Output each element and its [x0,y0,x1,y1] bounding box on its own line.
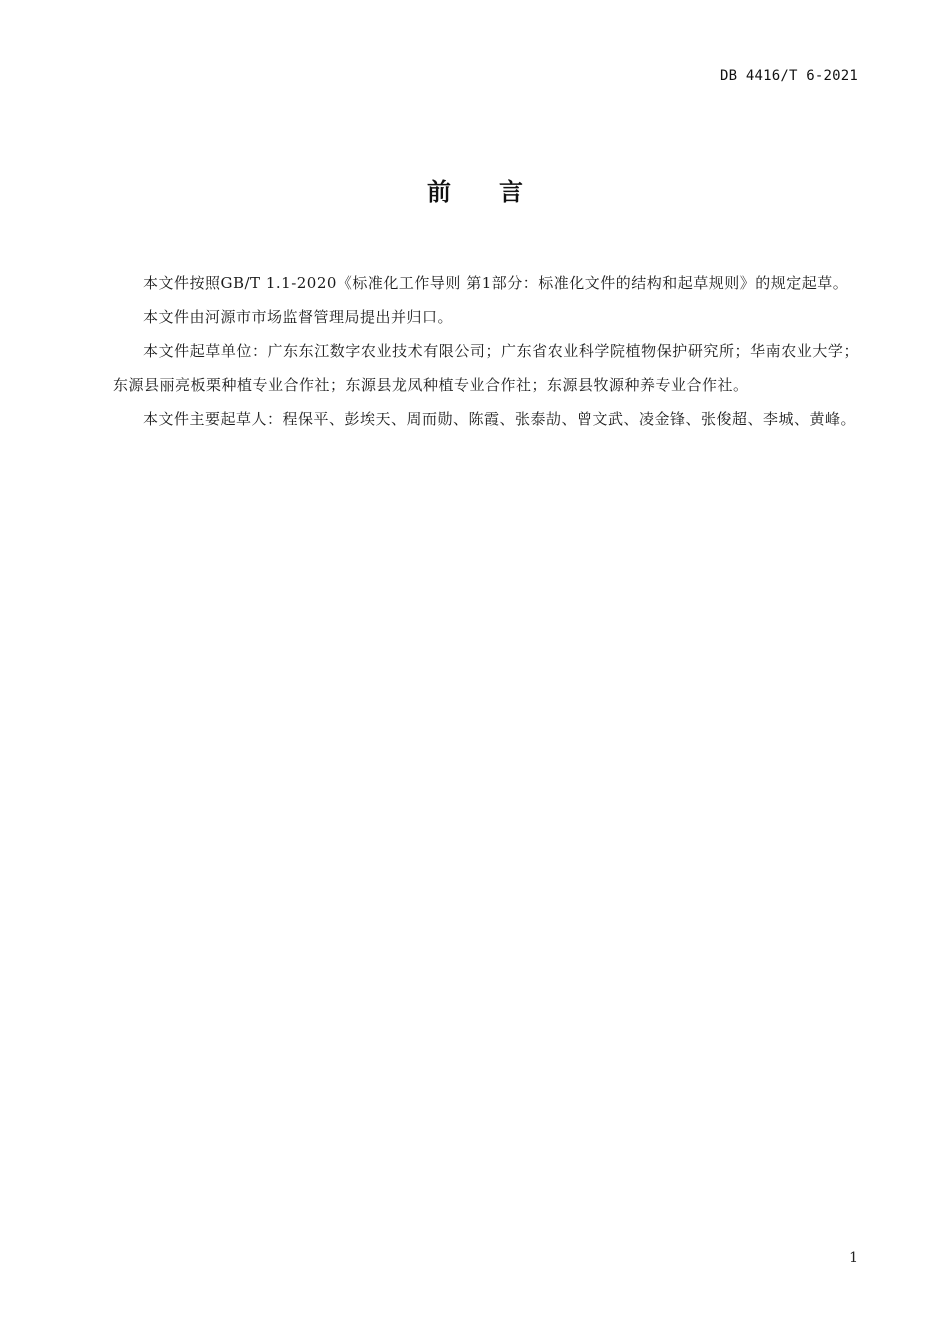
document-standard-number: DB 4416/T 6-2021 [719,68,858,84]
paragraph-drafters: 本文件主要起草人：程保平、彭埃天、周而勋、陈霞、张泰劼、曾文武、凌金锋、张俊超、李城、黄峰。 [143,410,857,428]
page-number: 1 [849,1250,858,1266]
paragraph-drafting-basis: 本文件按照GB/T 1.1-2020《标准化工作导则 第1部分：标准化文件的结构和起草规则》的规定起草。 [143,274,849,292]
foreword-body [113,266,859,436]
page-title [0,172,950,207]
title-char-1: 前 [427,178,451,206]
paragraph-proposer: 本文件由河源市市场监督管理局提出并归口。 [143,308,454,326]
paragraph-drafting-units: 本文件起草单位：广东东江数字农业技术有限公司；广东省农业科学院植物保护研究所；华南农业大学；东源县丽亮板栗种植专业合作社；东源县龙凤种植专业合作社；东源县牧源种养专业合作社。 [113,342,859,394]
title-char-2: 言 [499,178,523,206]
